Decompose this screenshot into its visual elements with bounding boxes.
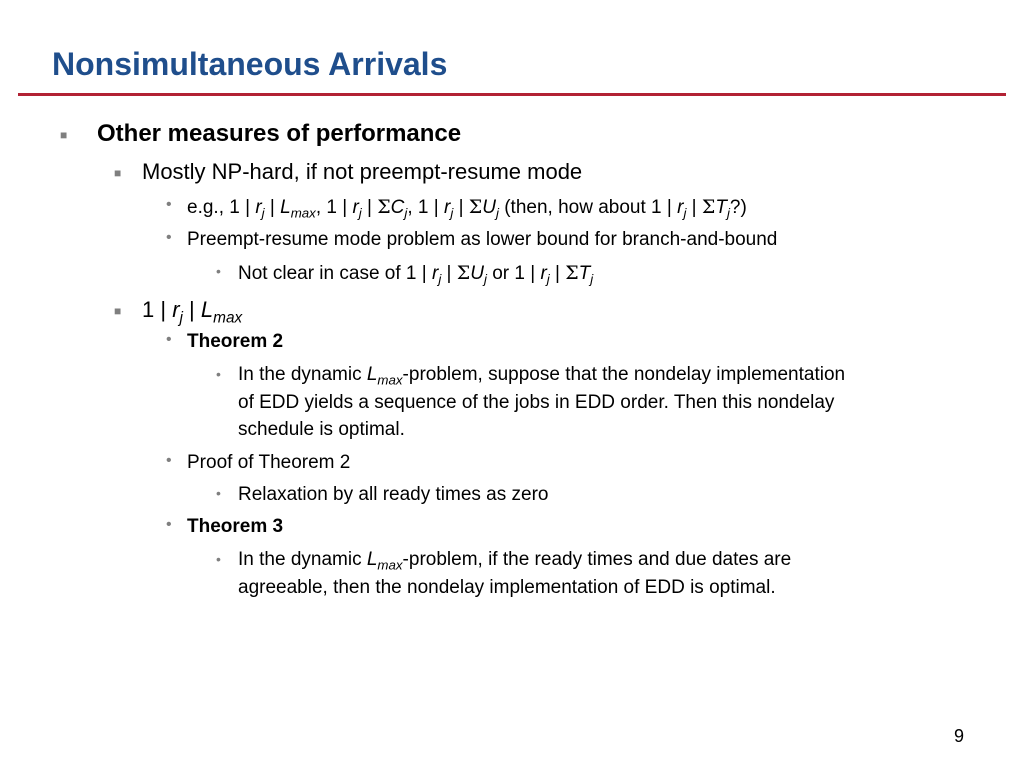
bullet-theorem-2-text-line1 — [238, 364, 845, 386]
sub-j: j — [726, 205, 730, 221]
text: | — [453, 197, 469, 218]
sub-j: j — [438, 271, 442, 287]
text: | — [686, 197, 702, 218]
bullet-1-rj-lmax — [142, 297, 243, 327]
bullet-not-clear — [238, 262, 593, 285]
dot-bullet-icon: • — [216, 366, 221, 382]
dot-bullet-icon: • — [166, 331, 172, 348]
sub-max: max — [290, 205, 316, 221]
text: -problem, if the ready times and due dates are — [402, 549, 792, 570]
slide-title: Nonsimultaneous Arrivals — [52, 46, 448, 82]
text: | — [264, 197, 281, 218]
sub-j: j — [683, 205, 687, 221]
text: or 1 | — [486, 263, 541, 284]
text: e.g., 1 | — [187, 197, 256, 218]
sub-j: j — [450, 205, 454, 221]
sigma-symbol: Σ — [701, 196, 716, 218]
var-r: r — [540, 263, 547, 284]
text: , 1 | — [407, 197, 444, 218]
bullet-relaxation: Relaxation by all ready times as zero — [238, 484, 549, 505]
sub-j: j — [546, 271, 550, 287]
text: | — [549, 263, 566, 284]
bullet-theorem-2: Theorem 2 — [187, 331, 284, 352]
square-bullet-icon: ■ — [114, 304, 122, 318]
bullet-theorem-3: Theorem 3 — [187, 516, 284, 537]
var-L: L — [366, 549, 378, 570]
var-U: U — [470, 263, 484, 284]
sub-j: j — [179, 309, 183, 327]
var-C: C — [390, 197, 405, 218]
bullet-other-measures: Other measures of performance — [97, 120, 462, 147]
dot-bullet-icon: • — [166, 196, 172, 213]
bullet-np-hard: Mostly NP-hard, if not preempt-resume mode — [142, 159, 583, 184]
bullet-theorem-3-text-line1 — [238, 549, 791, 571]
dot-bullet-icon: • — [166, 452, 172, 469]
text: | — [182, 297, 201, 322]
text: In the dynamic — [238, 364, 367, 385]
text: 1 | — [142, 297, 173, 322]
var-r: r — [352, 197, 359, 218]
text: | — [441, 263, 457, 284]
text: (then, how about 1 | — [498, 197, 678, 218]
var-r: r — [255, 197, 262, 218]
var-L: L — [366, 364, 378, 385]
sub-max: max — [213, 309, 243, 327]
bullet-proof-theorem-2: Proof of Theorem 2 — [187, 452, 351, 473]
title-divider — [18, 93, 1006, 96]
dot-bullet-icon: • — [166, 229, 172, 246]
sigma-symbol: Σ — [456, 262, 471, 284]
square-bullet-icon: ■ — [60, 128, 68, 142]
text: ?) — [729, 197, 747, 218]
var-U: U — [482, 197, 496, 218]
var-r: r — [172, 297, 180, 322]
sub-j: j — [261, 205, 265, 221]
sub-j: j — [404, 205, 408, 221]
dot-bullet-icon: • — [216, 263, 221, 279]
square-bullet-icon: ■ — [114, 166, 122, 180]
page-number: 9 — [954, 726, 965, 746]
sigma-symbol: Σ — [565, 262, 579, 284]
dot-bullet-icon: • — [216, 485, 221, 501]
text: Not clear in case of 1 | — [238, 263, 432, 284]
text: , 1 | — [315, 197, 353, 218]
text: In the dynamic — [238, 549, 367, 570]
bullet-theorem-2-text-line2: of EDD yields a sequence of the jobs in EDD order. Then this nondelay — [238, 392, 835, 413]
sub-j: j — [495, 205, 499, 221]
var-T: T — [715, 197, 727, 218]
var-r: r — [431, 263, 439, 284]
var-L: L — [280, 197, 291, 218]
bullet-preempt-resume: Preempt-resume mode problem as lower bound for branch-and-bound — [187, 229, 778, 250]
sub-max: max — [377, 372, 403, 388]
var-r: r — [444, 197, 451, 218]
sub-max: max — [377, 557, 403, 573]
sigma-symbol: Σ — [377, 196, 391, 218]
text: -problem, suppose that the nondelay implementation — [402, 364, 846, 385]
sub-j: j — [483, 271, 487, 287]
bullet-theorem-3-text-line2: agreeable, then the nondelay implementation of EDD is optimal. — [238, 577, 776, 598]
sub-j: j — [358, 205, 362, 221]
sub-j: j — [590, 271, 594, 287]
var-r: r — [677, 197, 684, 218]
sigma-symbol: Σ — [468, 196, 483, 218]
var-T: T — [578, 263, 591, 284]
var-L: L — [200, 297, 214, 322]
dot-bullet-icon: • — [166, 516, 172, 533]
bullet-examples — [187, 196, 747, 219]
text: | — [361, 197, 378, 218]
dot-bullet-icon: • — [216, 551, 221, 567]
bullet-theorem-2-text-line3: schedule is optimal. — [238, 419, 405, 440]
